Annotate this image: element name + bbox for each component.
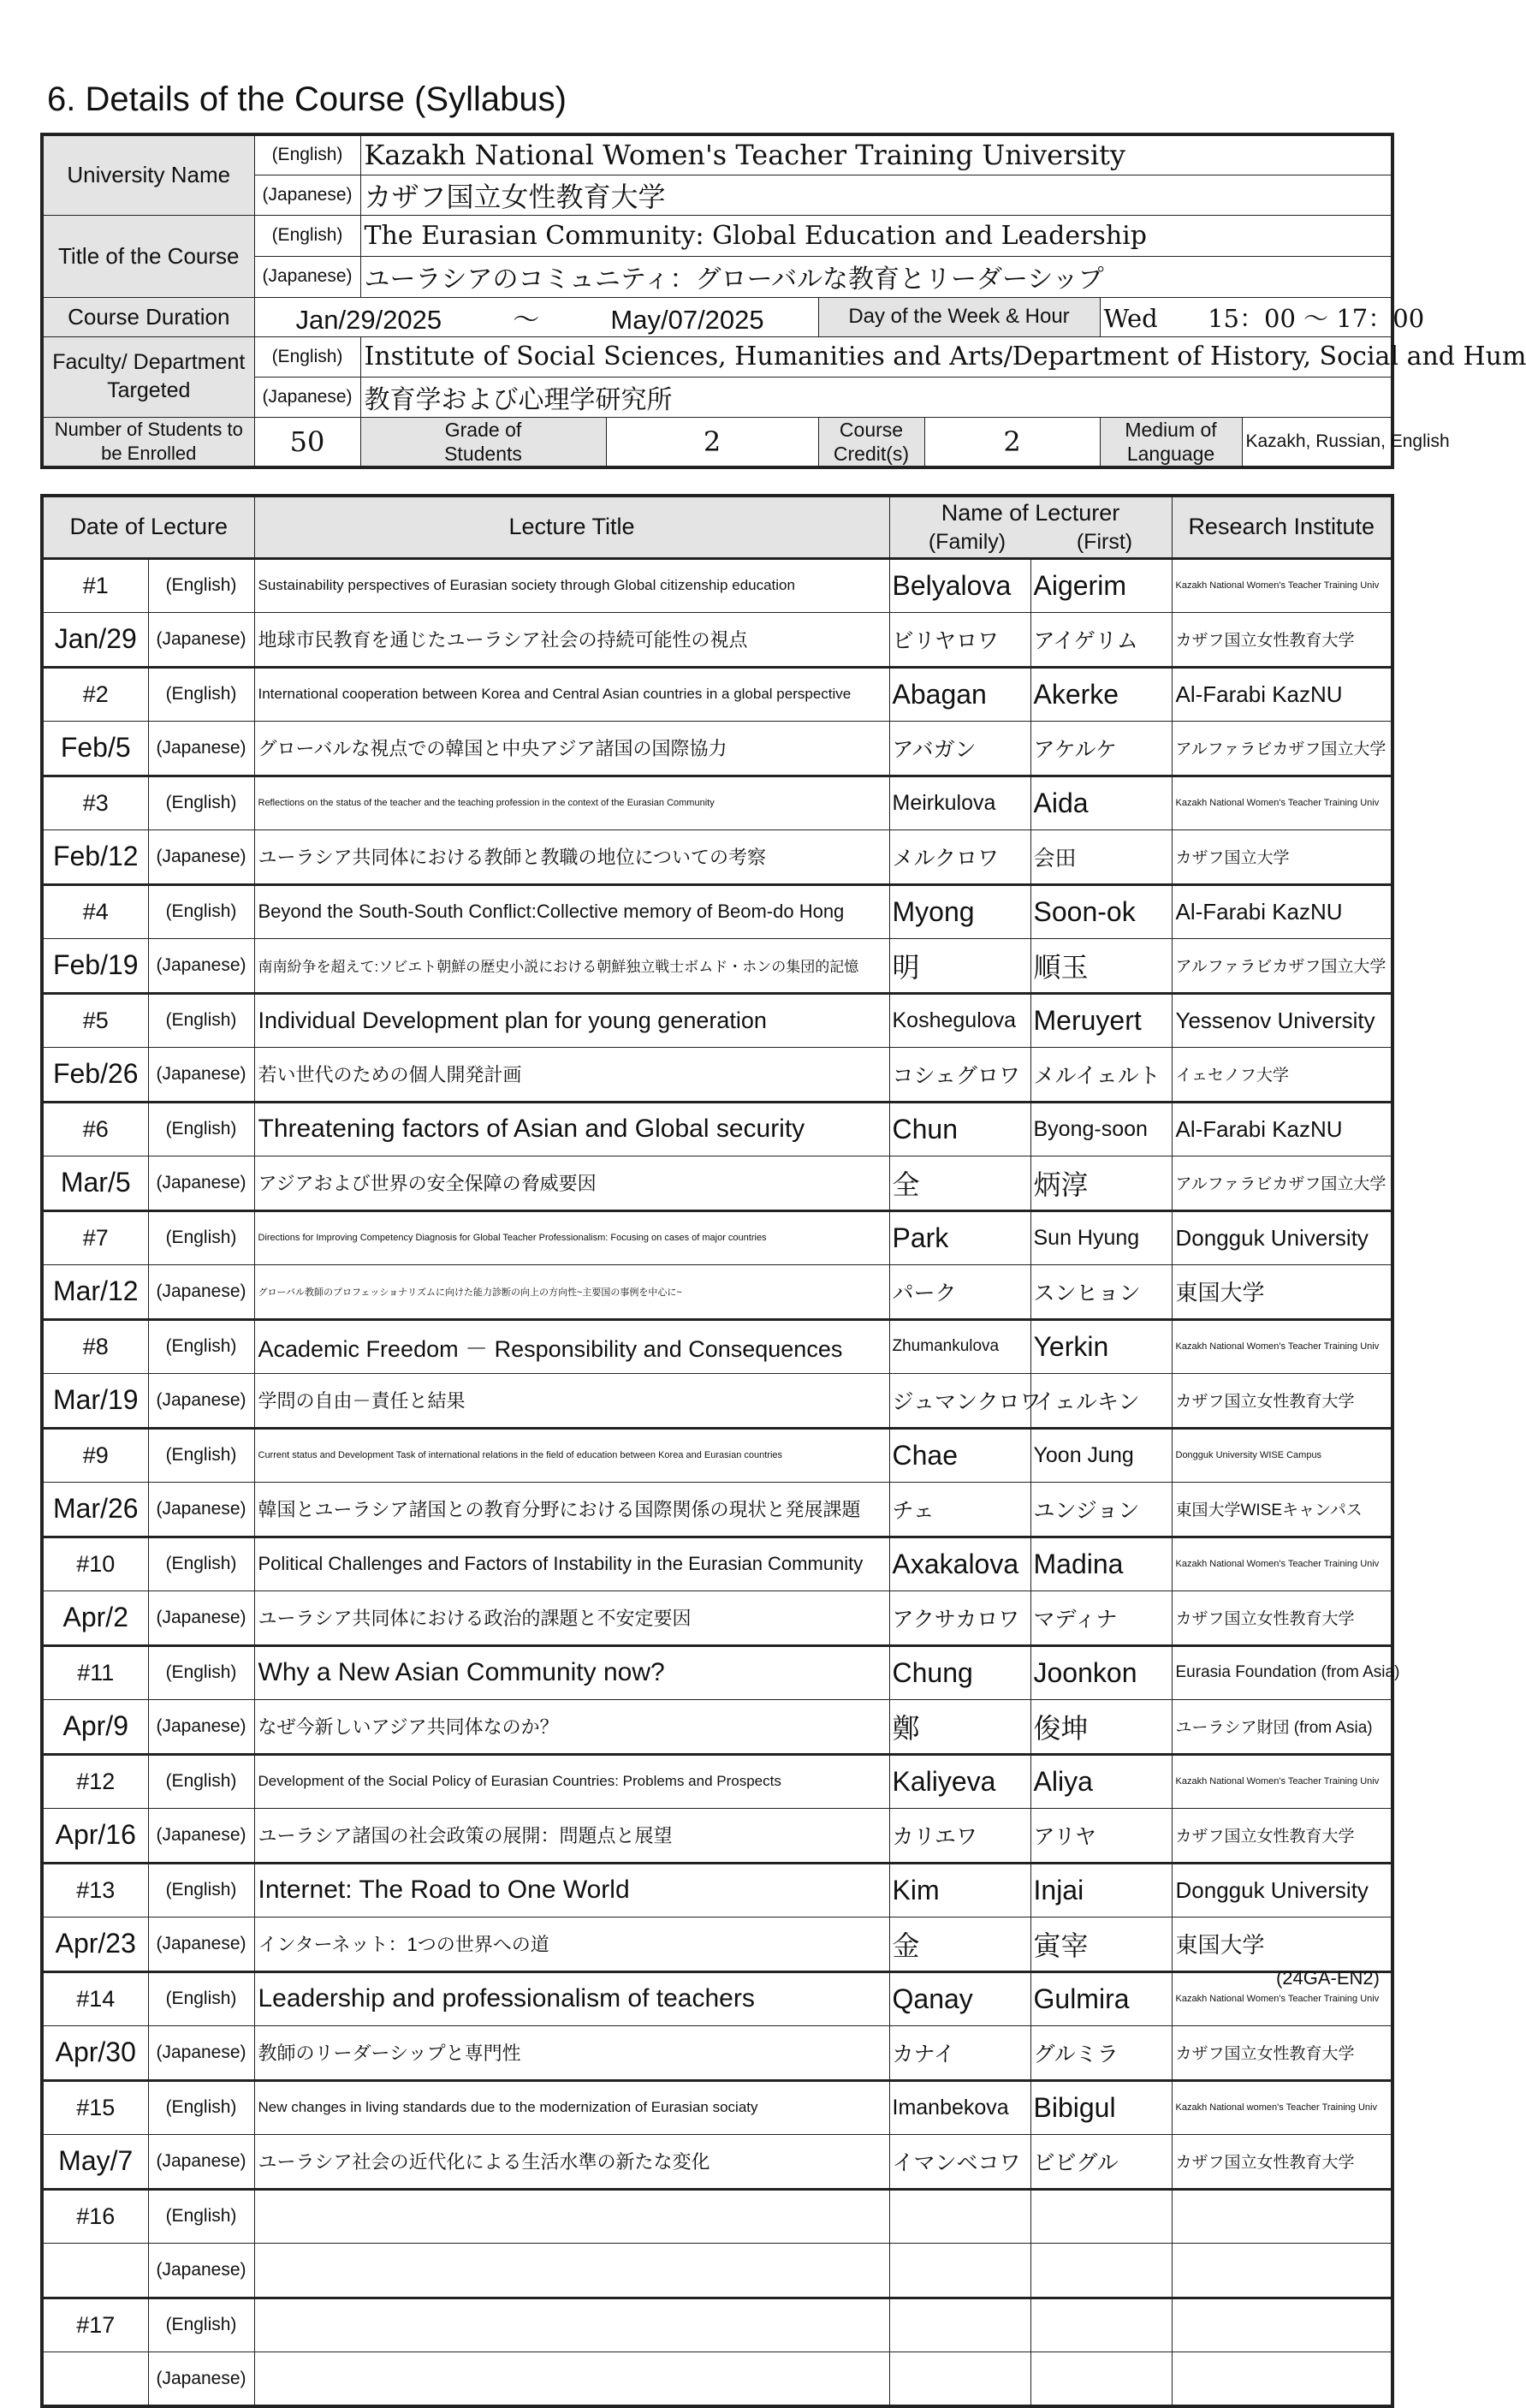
lecture-row-japanese [42,1483,1392,1537]
lecture-row-japanese [42,1809,1392,1864]
lang-label-ja: (Japanese) [148,1374,254,1429]
lecturer-family-en: Park [889,1210,1030,1265]
lecturer-first-en [1030,2298,1172,2352]
date-header: Date of Lecture [42,496,254,558]
institute-en: Kazakh National Women's Teacher Training Univ [1172,1537,1392,1591]
day-hour-label: Day of the Week & Hour [818,297,1100,336]
course-duration-label: Course Duration [42,297,254,336]
lecture-title-en: New changes in living standards due to the modernization of Eurasian sociaty [254,2080,889,2135]
course-title-ja: ユーラシアのコミュニティ：グローバルな教育とリーダーシップ [360,256,1392,297]
first-header: (First) [1076,529,1133,554]
lecture-title-ja: ユーラシア諸国の社会政策の展開：問題点と展望 [254,1809,889,1864]
lecture-number: #6 [42,1102,148,1156]
lecture-row-japanese [42,1700,1392,1755]
lecture-title-ja [254,2352,889,2407]
lecture-title-en: Directions for Improving Competency Diagnosis for Global Teacher Professionalism: Focusing on cases of major countries [254,1210,889,1265]
lecture-row-english [42,1645,1392,1700]
num-students-label: Number of Students to be Enrolled [42,417,254,467]
page-title: 6. Details of the Course (Syllabus) [47,80,567,118]
lecture-title-en: Development of the Social Policy of Eurasian Countries: Problems and Prospects [254,1754,889,1809]
lang-label-en: (English) [148,884,254,939]
faculty-en: Institute of Social Sciences, Humanities and Arts/Department of History, Social and Hum [360,336,1392,377]
lang-label-ja: (Japanese) [254,377,360,417]
lecturer-first-en: Byong-soon [1030,1102,1172,1156]
institute-ja: カザフ国立女性教育大学 [1172,1374,1392,1429]
lecturer-first-ja [1030,2244,1172,2298]
lecture-row-english [42,1754,1392,1809]
lecture-date: Apr/23 [42,1917,148,1972]
institute-ja: カザフ国立大学 [1172,830,1392,885]
lecture-number: #5 [42,993,148,1048]
institute-ja: 東国大学WISEキャンパス [1172,1483,1392,1537]
lecture-row-english [42,1863,1392,1917]
lecturer-family-ja: メルクロワ [889,830,1030,885]
lecture-row-japanese [42,1048,1392,1103]
lang-label-en: (English) [254,215,360,256]
lecturer-first-en: Bibigul [1030,2080,1172,2135]
lecturer-first-ja: イェルキン [1030,1374,1172,1429]
lecture-date: Feb/5 [42,722,148,776]
lecturer-header [889,496,1172,558]
lecturer-first-en: Joonkon [1030,1645,1172,1700]
lecture-title-ja: グローバル教師のプロフェッショナリズムに向けた能力診断の向上の方向性~主要国の事例を中心に~ [254,1265,889,1320]
lecture-date: Feb/26 [42,1048,148,1103]
lecture-row-english [42,2080,1392,2135]
lang-label-ja: (Japanese) [148,613,254,668]
lecture-row-japanese [42,1265,1392,1320]
institute-ja: アルファラビカザフ国立大学 [1172,722,1392,776]
lecturer-family-ja: パーク [889,1265,1030,1320]
institute-ja: アルファラビカザフ国立大学 [1172,939,1392,994]
lang-label-en: (English) [148,1537,254,1591]
credits-value: 2 [924,417,1100,467]
medium-value: Kazakh, Russian, English [1242,417,1392,467]
lecturer-family-ja: カリエワ [889,1809,1030,1864]
course-duration-value [254,297,818,336]
course-hours: 15：00 ～ 17：00 [1208,303,1425,333]
lecture-title-en: Threatening factors of Asian and Global security [254,1102,889,1156]
lecture-row-japanese [42,2352,1392,2407]
lecturer-family-ja: カナイ [889,2026,1030,2081]
lecture-title-en: Political Challenges and Factors of Instability in the Eurasian Community [254,1537,889,1591]
lecture-title-ja: なぜ今新しいアジア共同体なのか？ [254,1700,889,1755]
lang-label-ja: (Japanese) [148,1265,254,1320]
lecturer-first-en: Madina [1030,1537,1172,1591]
lecture-date: Feb/12 [42,830,148,885]
lecture-title-en: Reflections on the status of the teacher and the teaching profession in the context of the Eurasian Community [254,776,889,830]
lecturer-family-ja: ジュマンクロワ [889,1374,1030,1429]
lecture-date: Apr/30 [42,2026,148,2081]
lecturer-first-ja: アイゲリム [1030,613,1172,668]
institute-ja [1172,2352,1392,2407]
lecture-date: Feb/19 [42,939,148,994]
lecture-number: #16 [42,2189,148,2244]
lecturer-family-en: Abagan [889,667,1030,722]
lecturer-family-en: Kaliyeva [889,1754,1030,1809]
institute-en: Kazakh National Women's Teacher Training Univ [1172,1971,1392,2026]
lecturer-first-en: Akerke [1030,667,1172,722]
lecture-row-japanese [42,2135,1392,2190]
lecturer-family-en: Myong [889,884,1030,939]
lang-label-ja: (Japanese) [148,2026,254,2081]
lecture-number: #8 [42,1319,148,1374]
institute-en: Kazakh National Women's Teacher Training Univ [1172,558,1392,613]
lecturer-first-ja: アリヤ [1030,1809,1172,1864]
lecturer-first-ja: スンヒョン [1030,1265,1172,1320]
lang-label-en: (English) [148,1754,254,1809]
lang-label-ja: (Japanese) [148,1591,254,1646]
lecture-date [42,2352,148,2407]
lecture-date: May/7 [42,2135,148,2190]
lecture-title-en: Beyond the South-South Conflict:Collective memory of Beom-do Hong [254,884,889,939]
lecture-title-en: Leadership and professionalism of teachers [254,1971,889,2026]
lang-label-en: (English) [148,1863,254,1917]
institute-en: Kazakh National women's Teacher Training Univ [1172,2080,1392,2135]
lecture-title-en: Academic Freedom － Responsibility and Consequences [254,1319,889,1374]
lecture-title-ja: グローバルな視点での韓国と中央アジア諸国の国際協力 [254,722,889,776]
lecturer-first-ja: グルミラ [1030,2026,1172,2081]
lecturer-first-en: Meruyert [1030,993,1172,1048]
institute-ja: カザフ国立女性教育大学 [1172,1809,1392,1864]
lecture-row-japanese [42,1374,1392,1429]
course-title-en: The Eurasian Community: Global Education and Leadership [360,215,1392,256]
lecture-row-english [42,1102,1392,1156]
credits-label: Course Credit(s) [818,417,924,467]
lecture-title-ja: 韓国とユーラシア諸国との教育分野における国際関係の現状と発展課題 [254,1483,889,1537]
lecturer-family-en [889,2298,1030,2352]
lecture-row-japanese [42,2026,1392,2081]
lecture-row-japanese [42,1156,1392,1211]
lecture-number: #12 [42,1754,148,1809]
lecture-date: Mar/12 [42,1265,148,1320]
lecturer-family-en: Zhumankulova [889,1319,1030,1374]
family-header: (Family) [928,529,1006,554]
lecture-row-english [42,1537,1392,1591]
lecturer-family-en: Chung [889,1645,1030,1700]
institute-ja: カザフ国立女性教育大学 [1172,2026,1392,2081]
lecturer-first-en: Sun Hyung [1030,1210,1172,1265]
lecturer-family-ja: アバガン [889,722,1030,776]
lecture-row-english [42,667,1392,722]
lecture-date: Apr/16 [42,1809,148,1864]
day-hour-value [1100,297,1425,336]
lecturer-family-ja: 金 [889,1917,1030,1972]
institute-en: Al-Farabi KazNU [1172,667,1392,722]
lecture-row-english [42,1428,1392,1483]
lecture-number: #10 [42,1537,148,1591]
lecture-date: Jan/29 [42,613,148,668]
lang-label-ja: (Japanese) [148,1156,254,1211]
lang-label-ja: (Japanese) [254,175,360,215]
grade-label: Grade of Students [360,417,606,467]
lang-label-ja: (Japanese) [148,1483,254,1537]
institute-en: Kazakh National Women's Teacher Training Univ [1172,1754,1392,1809]
institute-ja [1172,2244,1392,2298]
form-code: (24GA-EN2) [1275,1967,1380,1989]
lang-label-en: (English) [148,2298,254,2352]
lecturer-family-ja [889,2352,1030,2407]
lecture-number: #17 [42,2298,148,2352]
lecturer-first-en: Injai [1030,1863,1172,1917]
course-end-date: May/07/2025 [610,304,764,335]
lang-label-ja: (Japanese) [148,1700,254,1755]
lecturer-first-en: Yerkin [1030,1319,1172,1374]
lecture-date: Apr/9 [42,1700,148,1755]
lecturer-first-ja: 順玉 [1030,939,1172,994]
lecturer-family-en: Belyalova [889,558,1030,613]
lecturer-family-en: Chun [889,1102,1030,1156]
lecturer-first-ja: 寅宰 [1030,1917,1172,1972]
lang-label-ja: (Japanese) [254,256,360,297]
lecture-number: #15 [42,2080,148,2135]
lecturer-family-en: Koshegulova [889,993,1030,1048]
institute-ja: 東国大学 [1172,1917,1392,1972]
lecture-title-ja: 学問の自由－責任と結果 [254,1374,889,1429]
lecturer-family-ja: 明 [889,939,1030,994]
lecturer-first-en: Yoon Jung [1030,1428,1172,1483]
lecture-date: Mar/26 [42,1483,148,1537]
duration-tilde: ～ [513,304,540,335]
lecturer-family-en: Chae [889,1428,1030,1483]
lecturer-family-ja: アクサカロワ [889,1591,1030,1646]
lecture-title-ja: 教師のリーダーシップと専門性 [254,2026,889,2081]
lecturer-first-ja: マディナ [1030,1591,1172,1646]
lecture-row-english [42,1971,1392,2026]
lecturer-first-en: Soon-ok [1030,884,1172,939]
lecture-title-en: Current status and Development Task of international relations in the field of education between Korea and Eurasian countries [254,1428,889,1483]
medium-label: Medium of Language [1100,417,1242,467]
lecture-title-ja [254,2244,889,2298]
lecture-number: #9 [42,1428,148,1483]
lecturer-family-ja: 全 [889,1156,1030,1211]
lecture-title-ja: ユーラシア共同体における教師と教職の地位についての考察 [254,830,889,885]
lang-label-en: (English) [254,336,360,377]
lecture-date [42,2244,148,2298]
lecture-title-en [254,2189,889,2244]
institute-header: Research Institute [1172,496,1392,558]
lecture-row-english [42,1319,1392,1374]
lang-label-ja: (Japanese) [148,1809,254,1864]
lecturer-first-en: Aliya [1030,1754,1172,1809]
institute-ja: アルファラビカザフ国立大学 [1172,1156,1392,1211]
institute-en: Kazakh National Women's Teacher Training Univ [1172,776,1392,830]
lecturer-first-ja [1030,2352,1172,2407]
institute-en: Dongguk University [1172,1863,1392,1917]
lang-label-ja: (Japanese) [148,2352,254,2407]
lecture-number: #4 [42,884,148,939]
lecture-title-ja: 南南紛争を超えて:ソビエト朝鮮の歴史小説における朝鮮独立戦士ボムド・ホンの集団的記憶 [254,939,889,994]
lecturer-family-ja: チェ [889,1483,1030,1537]
lang-label-ja: (Japanese) [148,939,254,994]
institute-ja: 東国大学 [1172,1265,1392,1320]
institute-en: Eurasia Foundation (from Asia) [1172,1645,1392,1700]
lecturer-family-en: Kim [889,1863,1030,1917]
lecture-date: Mar/19 [42,1374,148,1429]
institute-en [1172,2298,1392,2352]
lecture-date: Mar/5 [42,1156,148,1211]
lang-label-ja: (Japanese) [148,1048,254,1103]
lang-label-en: (English) [148,1645,254,1700]
university-name-label: University Name [42,134,254,215]
lecturer-family-ja [889,2244,1030,2298]
lecture-row-japanese [42,613,1392,668]
lang-label-ja: (Japanese) [148,2244,254,2298]
lecturer-first-ja: 会田 [1030,830,1172,885]
lecture-title-en: Individual Development plan for young generation [254,993,889,1048]
course-info-table [40,133,1526,469]
lecture-title-en: Internet: The Road to One World [254,1863,889,1917]
institute-ja: ユーラシア財団 (from Asia) [1172,1700,1392,1755]
lang-label-en: (English) [148,1428,254,1483]
faculty-label: Faculty/ Department Targeted [42,336,254,417]
lecture-title-en [254,2298,889,2352]
lecturer-family-en: Qanay [889,1971,1030,2026]
lecture-row-english [42,558,1392,613]
lecture-title-ja: ユーラシア共同体における政治的課題と不安定要因 [254,1591,889,1646]
lecturer-first-en [1030,2189,1172,2244]
lang-label-ja: (Japanese) [148,722,254,776]
lecture-row-english [42,2189,1392,2244]
course-day: Wed [1103,303,1158,333]
lang-label-en: (English) [148,776,254,830]
lecture-title-ja: インターネット：1つの世界への道 [254,1917,889,1972]
lecture-row-english [42,993,1392,1048]
institute-en: Al-Farabi KazNU [1172,1102,1392,1156]
lang-label-en: (English) [148,2189,254,2244]
lecturer-first-en: Aida [1030,776,1172,830]
institute-ja: カザフ国立女性教育大学 [1172,2135,1392,2190]
lecture-row-japanese [42,722,1392,776]
lecture-row-english [42,776,1392,830]
institute-ja: イェセノフ大学 [1172,1048,1392,1103]
lecturer-first-ja: 炳淳 [1030,1156,1172,1211]
lecturer-first-ja: アケルケ [1030,722,1172,776]
lectures-table [40,494,1400,2408]
institute-en: Al-Farabi KazNU [1172,884,1392,939]
title-header: Lecture Title [254,496,889,558]
grade-value: 2 [606,417,818,467]
lecturer-first-ja: メルイェルト [1030,1048,1172,1103]
lecturer-first-en: Gulmira [1030,1971,1172,2026]
lang-label-en: (English) [148,1971,254,2026]
lecture-title-en: Why a New Asian Community now? [254,1645,889,1700]
lecture-number: #7 [42,1210,148,1265]
lecture-number: #13 [42,1863,148,1917]
lecture-date: Apr/2 [42,1591,148,1646]
institute-en: Dongguk University WISE Campus [1172,1428,1392,1483]
lecture-row-japanese [42,1917,1392,1972]
institute-en [1172,2189,1392,2244]
lecturer-family-en [889,2189,1030,2244]
lecturer-first-ja: 俊坤 [1030,1700,1172,1755]
lecturer-family-ja: ビリヤロワ [889,613,1030,668]
lecture-title-ja: ユーラシア社会の近代化による生活水準の新たな変化 [254,2135,889,2190]
lang-label-ja: (Japanese) [148,2135,254,2190]
num-students-value: 50 [254,417,360,467]
lecturer-family-ja: 鄭 [889,1700,1030,1755]
lecturer-family-en: Imanbekova [889,2080,1030,2135]
lecturer-first-en: Aigerim [1030,558,1172,613]
institute-en: Dongguk University [1172,1210,1392,1265]
lecture-row-english [42,2298,1392,2352]
institute-en: Yessenov University [1172,993,1392,1048]
lang-label-ja: (Japanese) [148,1917,254,1972]
lecture-title-en: International cooperation between Korea and Central Asian countries in a global perspective [254,667,889,722]
lecture-row-english [42,1210,1392,1265]
lecture-row-japanese [42,939,1392,994]
university-name-ja: カザフ国立女性教育大学 [360,175,1392,215]
lecture-number: #11 [42,1645,148,1700]
lecture-row-english [42,884,1392,939]
lang-label-en: (English) [148,1319,254,1374]
lang-label-en: (English) [148,993,254,1048]
lecturer-first-ja: ユンジョン [1030,1483,1172,1537]
lecture-row-japanese [42,2244,1392,2298]
lecturer-family-ja: コシェグロワ [889,1048,1030,1103]
lecture-title-ja: 若い世代のための個人開発計画 [254,1048,889,1103]
lecture-row-japanese [42,830,1392,885]
lang-label-ja: (Japanese) [148,830,254,885]
university-name-en: Kazakh National Women's Teacher Training University [360,134,1392,175]
lang-label-en: (English) [148,2080,254,2135]
lang-label-en: (English) [148,558,254,613]
lecture-number: #1 [42,558,148,613]
faculty-ja: 教育学および心理学研究所 [360,377,1392,417]
lang-label-en: (English) [148,1210,254,1265]
lecturer-first-ja: ビビグル [1030,2135,1172,2190]
lecture-row-japanese [42,1591,1392,1646]
course-start-date: Jan/29/2025 [295,304,442,335]
lecturer-family-en: Axakalova [889,1537,1030,1591]
lecturer-family-en: Meirkulova [889,776,1030,830]
lecture-number: #2 [42,667,148,722]
lecture-number: #14 [42,1971,148,2026]
lecturer-family-ja: イマンベコワ [889,2135,1030,2190]
lecture-title-ja: アジアおよび世界の安全保障の脅威要因 [254,1156,889,1211]
institute-ja: カザフ国立女性教育大学 [1172,613,1392,668]
lecture-number: #3 [42,776,148,830]
lecture-title-en: Sustainability perspectives of Eurasian society through Global citizenship education [254,558,889,613]
course-title-label: Title of the Course [42,215,254,297]
institute-en: Kazakh National Women's Teacher Training Univ [1172,1319,1392,1374]
lang-label-en: (English) [254,134,360,175]
institute-ja: カザフ国立女性教育大学 [1172,1591,1392,1646]
lang-label-en: (English) [148,667,254,722]
lang-label-en: (English) [148,1102,254,1156]
lecture-title-ja: 地球市民教育を通じたユーラシア社会の持続可能性の視点 [254,613,889,668]
lecturer-header-label: Name of Lecturer [941,499,1120,526]
